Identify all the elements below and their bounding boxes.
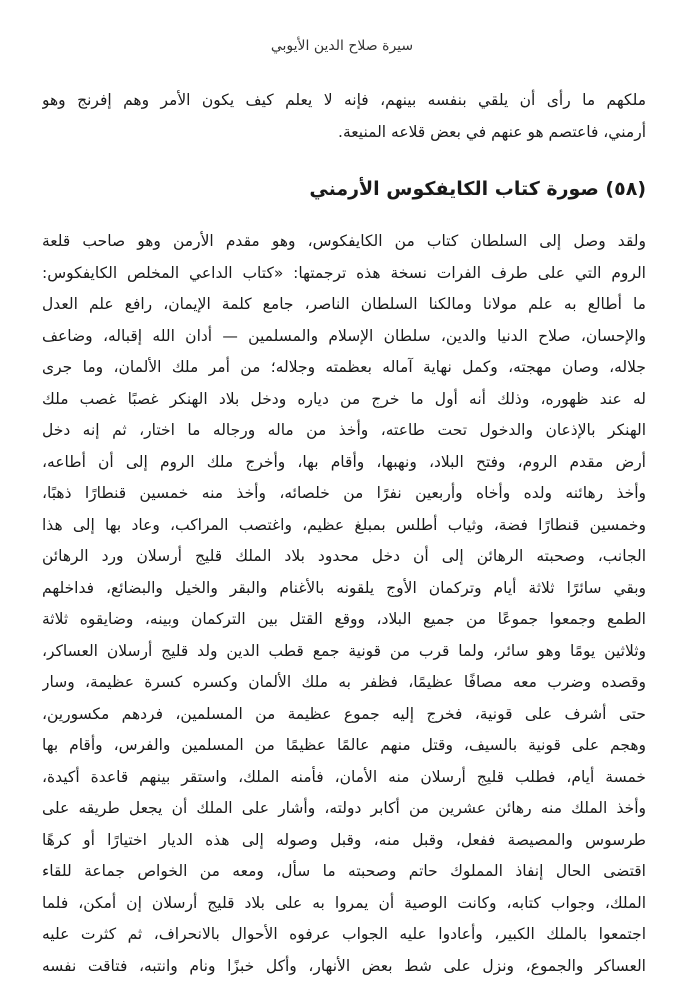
text-line: حتى أشرف على قونية، فخرج إليه جموع عظيمة من المسلمين، فردهم مكسورين،	[42, 704, 646, 723]
text-line: أرض مقدم الروم، وفتح البلاد، ونهبها، وأقام بها، وأخرج ملك الروم إلى أن أطاعه،	[42, 452, 646, 471]
text-line: ما أطالع به علم مولانا ومالكنا السلطان الناصر، جامع كلمة الإيمان، رافع علم العدل	[42, 295, 646, 313]
text-line: وثلاثين يومًا وهو سائر، ولما قرب من قونية جمع قطب الدين ولد قليج أرسلان العساكر،	[42, 641, 646, 660]
text-line: ملكهم ما رأى أن يلقي بنفسه بينهم، فإنه لا يعلم كيف يكون الأمر وهم إفرنج وهو	[42, 91, 646, 109]
letter-paragraph	[42, 226, 646, 982]
text-line: الملك، وجواب كتابه، وكانت الوصية أن يمروا به على بلاد قليج أرسلان إن أمكن، فلما	[42, 893, 646, 912]
running-header: سيرة صلاح الدين الأيوبي	[270, 38, 414, 54]
text-line: وأخذ الملك منه رهائن عشرين من أكابر دولته، وأشار على الملك أن يجعل طريقه على	[42, 799, 646, 817]
text-line: جلاله، وصان مهجته، وكمل نهاية آماله بعظمته وجلاله؛ من أمر ملك الألمان، وما جرى	[42, 358, 646, 376]
text-line: الجانب، وصحبته الرهائن إلى أن دخل محدود بلاد الملك قليج أرسلان ورد الرهائن	[42, 547, 646, 565]
text-line: وهجم على قونية بالسيف، وقتل منهم عالمًا عظيمًا من المسلمين والفرس، وأقام بها	[42, 736, 646, 754]
text-line: طرسوس والمصيصة ففعل، وقبل منه، وقبل وصوله إلى هذه الديار اختيارًا أو كرهًا	[42, 830, 646, 849]
text-line: اقتضى الحال إنفاذ المملوك حاتم وصحبته ما سأل، ومعه من الخواص جماعة للقاء	[42, 862, 646, 880]
text-line: أرمني، فاعتصم هو عنهم في بعض قلاعه المنيعة.	[338, 122, 646, 141]
text-line: الطمع وجمعوا جموعًا من جميع البلاد، ووقع القتل بين التركمان وبينه، وضايقوه ثلاثة	[42, 610, 646, 628]
text-line: وبقي سائرًا ثلاثة أيام وتركمان الأوج يلقونه بالأغنام والبقر والخيل والبضائع، فداخلهم	[42, 578, 646, 597]
text-line: ولقد وصل إلى السلطان كتاب من الكايفكوس، وهو مقدم الأرمن وهو صاحب قلعة	[42, 232, 646, 250]
text-line: الروم التي على طرف الفرات نسخة هذه ترجمتها: «كتاب الداعي المخلص الكايفكوس:	[42, 263, 646, 282]
text-line: العساكر والجموع، ونزل على شط بعض الأنهار، وأكل خبزًا ونام وانتبه، فتاقت نفسه	[42, 956, 646, 975]
intro-paragraph	[42, 85, 646, 148]
text-line: خمسة أيام، فطلب قليج أرسلان منه الأمان، فأمنه الملك، واستقر بينهم قاعدة أكيدة،	[42, 767, 646, 786]
text-line: وقصده وضرب معه مصافًا عظيمًا، فظفر به ملك الألمان وكسره كسرة عظيمة، وسار	[42, 673, 646, 691]
text-line: والإحسان، صلاح الدنيا والدين، سلطان الإسلام والمسلمين — أدان الله إقباله، وضاعف	[42, 326, 646, 345]
text-line: وخمسين قنطارًا فضة، وثياب أطلس بمبلغ عظيم، واغتصب المراكب، وعاد بها إلى هذا	[42, 515, 646, 534]
text-line: وأخذ رهائنه ولده وأخاه وأربعين نفرًا من خلصائه، وأخذ منه خمسين قنطارًا ذهبًا،	[42, 484, 646, 502]
section-heading: (٥٨) صورة كتاب الكايفكوس الأرمني	[309, 178, 646, 200]
text-line: الهنكر بالإذعان والدخول تحت طاعته، وأخذ من ماله ورجاله ما اختار، ثم إنه دخل	[42, 421, 646, 439]
text-line: اجتمعوا بالملك الكبير، وأعادوا عليه الجواب عرفوه الأحوال بالانحراف، ثم كثرت عليه	[42, 925, 646, 943]
text-line: له عند ظهوره، وذلك أنه أول ما خرج من دياره ودخل بلاد الهنكر غصبًا غصب ملك	[42, 389, 646, 408]
